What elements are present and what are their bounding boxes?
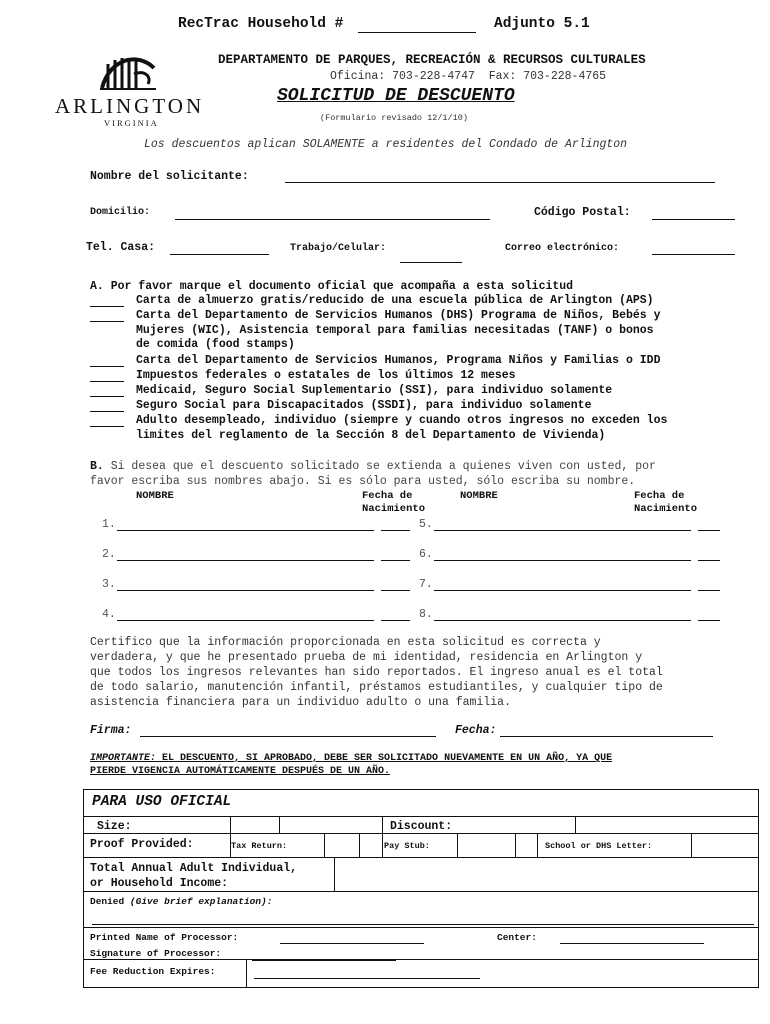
applicant-name-label: Nombre del solicitante: xyxy=(90,170,249,183)
address-label: Domicilio: xyxy=(90,207,151,218)
column-name-right: NOMBRE xyxy=(460,490,498,502)
size-label: Size: xyxy=(97,820,132,833)
section-b-letter: B. xyxy=(90,460,104,473)
department-name: DEPARTAMENTO DE PARQUES, RECREACIÓN & RECURSOS CULTURALES xyxy=(218,53,646,67)
household-row-number: 1. xyxy=(102,518,116,531)
column-name-left: NOMBRE xyxy=(136,490,174,502)
office-use-box xyxy=(83,789,759,988)
discount-label: Discount: xyxy=(390,820,453,833)
processor-name-label: Printed Name of Processor: xyxy=(90,932,239,943)
option-dhs-idd: Carta del Departamento de Servicios Humanos, Programa Niños y Familias o IDD xyxy=(136,354,661,367)
option-medicaid-ssi: Medicaid, Seguro Social Suplementario (SSI), para individuo solamente xyxy=(136,384,613,397)
household-row-number: 3. xyxy=(102,578,116,591)
home-phone-field[interactable] xyxy=(170,254,269,255)
date-field[interactable] xyxy=(500,736,713,737)
email-label: Correo electrónico: xyxy=(505,243,620,254)
office-use-title: PARA USO OFICIAL xyxy=(92,794,232,810)
household-row-number: 8. xyxy=(419,608,433,621)
household-name-field[interactable] xyxy=(434,530,691,531)
household-dob-field[interactable] xyxy=(698,590,720,591)
rectrac-label: RecTrac Household # xyxy=(178,16,344,32)
column-dob-left: Fecha de Nacimiento xyxy=(362,490,426,515)
denied-explanation-field[interactable] xyxy=(92,924,754,925)
option-ssdi: Seguro Social para Discapacitados (SSDI), para individuo solamente xyxy=(136,399,592,412)
zip-field[interactable] xyxy=(652,219,735,220)
arlington-logo-icon xyxy=(98,48,158,92)
household-dob-field[interactable] xyxy=(381,560,410,561)
option-dhs-wic-tanf: Carta del Departamento de Servicios Humanos (DHS) Programa de Niños, Bebés y Mujeres (WIC), Asistencia temporal para familias necesitadas (TANF) o bonos de comida (food stamps) xyxy=(136,309,661,352)
household-row-number: 4. xyxy=(102,608,116,621)
address-field[interactable] xyxy=(175,219,490,220)
important-notice: IMPORTANTE: EL DESCUENTO, SI APROBADO, DEBE SER SOLICITADO NUEVAMENTE EN UN AÑO, YA QUE PIERDE VIGENCIA AUTOMÁTICAMENTE DESPUÉS DE UN AÑO. xyxy=(90,753,613,777)
income-label: Total Annual Adult Individual, or Household Income: xyxy=(90,862,298,890)
household-name-field[interactable] xyxy=(117,560,374,561)
checkbox-taxes[interactable] xyxy=(90,381,124,382)
center-label: Center: xyxy=(497,932,537,943)
household-dob-field[interactable] xyxy=(381,530,410,531)
email-field[interactable] xyxy=(652,254,735,255)
option-taxes: Impuestos federales o estatales de los últimos 12 meses xyxy=(136,369,516,382)
household-name-field[interactable] xyxy=(434,620,691,621)
household-dob-field[interactable] xyxy=(381,590,410,591)
form-title: SOLICITUD DE DESCUENTO xyxy=(277,86,515,106)
processor-signature-label: Signature of Processor: xyxy=(90,948,222,959)
signature-field[interactable] xyxy=(140,736,436,737)
column-dob-right: Fecha de Nacimiento xyxy=(634,490,698,515)
important-label: IMPORTANTE: xyxy=(90,753,157,764)
checkbox-dhs-wic-tanf[interactable] xyxy=(90,321,124,322)
denied-label: Denied (Give brief explanation): xyxy=(90,896,273,907)
household-dob-field[interactable] xyxy=(698,530,720,531)
date-label: Fecha: xyxy=(455,724,497,737)
zip-label: Código Postal: xyxy=(534,206,631,219)
household-dob-field[interactable] xyxy=(381,620,410,621)
certification-statement: Certifico que la información proporcionada en esta solicitud es correcta y verdadera, y que he presentado prueba de mi identidad, residencia en Arlington y que todos los ingresos relevantes han sido reportados. El ingreso anual es el total de todo salario, manutención infantil, préstamos estudiantiles, y cualquier tipo de asistencia financiera para un individuo adulto o una familia. xyxy=(90,636,663,709)
household-name-field[interactable] xyxy=(117,590,374,591)
option-aps-letter: Carta de almuerzo gratis/reducido de una escuela pública de Arlington (APS) xyxy=(136,294,654,307)
tax-return-label: Tax Return: xyxy=(231,841,288,851)
pay-stub-label: Pay Stub: xyxy=(384,841,430,851)
checkbox-aps-letter[interactable] xyxy=(90,306,124,307)
option-unemployed: Adulto desempleado, individuo (siempre y cuando otros ingresos no exceden los limites del reglamento de la Sección 8 del Departamento de Vivienda) xyxy=(136,414,668,442)
checkbox-unemployed[interactable] xyxy=(90,426,124,427)
applicant-name-field[interactable] xyxy=(285,182,715,183)
work-phone-label: Trabajo/Celular: xyxy=(290,243,387,254)
residency-notice: Los descuentos aplican SOLAMENTE a residentes del Condado de Arlington xyxy=(144,138,628,151)
work-phone-field[interactable] xyxy=(400,262,462,263)
checkbox-dhs-idd[interactable] xyxy=(90,366,124,367)
household-name-field[interactable] xyxy=(434,590,691,591)
fee-expires-label: Fee Reduction Expires: xyxy=(90,966,216,977)
household-dob-field[interactable] xyxy=(698,560,720,561)
home-phone-label: Tel. Casa: xyxy=(86,241,156,254)
office-contact: Oficina: 703-228-4747 Fax: 703-228-4765 xyxy=(330,70,607,83)
household-row-number: 7. xyxy=(419,578,433,591)
signature-label: Firma: xyxy=(90,724,132,737)
fee-expires-field[interactable] xyxy=(254,978,480,979)
logo-state: VIRGINIA xyxy=(104,118,159,128)
rectrac-number-field[interactable] xyxy=(358,32,476,33)
school-dhs-letter-label: School or DHS Letter: xyxy=(545,841,653,851)
household-name-field[interactable] xyxy=(434,560,691,561)
section-a-intro: A. Por favor marque el documento oficial que acompaña a esta solicitud xyxy=(90,280,574,293)
household-row-number: 2. xyxy=(102,548,116,561)
processor-name-field[interactable] xyxy=(280,943,424,944)
household-name-field[interactable] xyxy=(117,620,374,621)
household-row-number: 5. xyxy=(419,518,433,531)
processor-signature-field[interactable] xyxy=(252,960,396,961)
section-b-intro: B. Si desea que el descuento solicitado se extienda a quienes viven con usted, por favor escriba sus nombres abajo. Si es sólo para usted, sólo escriba su nombre. xyxy=(90,460,656,488)
household-row-number: 6. xyxy=(419,548,433,561)
center-field[interactable] xyxy=(560,943,704,944)
revision-note: (Formulario revisado 12/1/10) xyxy=(320,113,468,123)
household-name-field[interactable] xyxy=(117,530,374,531)
checkbox-ssdi[interactable] xyxy=(90,411,124,412)
logo-name: ARLINGTON xyxy=(55,94,205,118)
header-top-line xyxy=(178,16,590,32)
household-dob-field[interactable] xyxy=(698,620,720,621)
proof-provided-label: Proof Provided: xyxy=(90,838,194,851)
checkbox-medicaid-ssi[interactable] xyxy=(90,396,124,397)
attachment-label: Adjunto 5.1 xyxy=(494,16,590,32)
